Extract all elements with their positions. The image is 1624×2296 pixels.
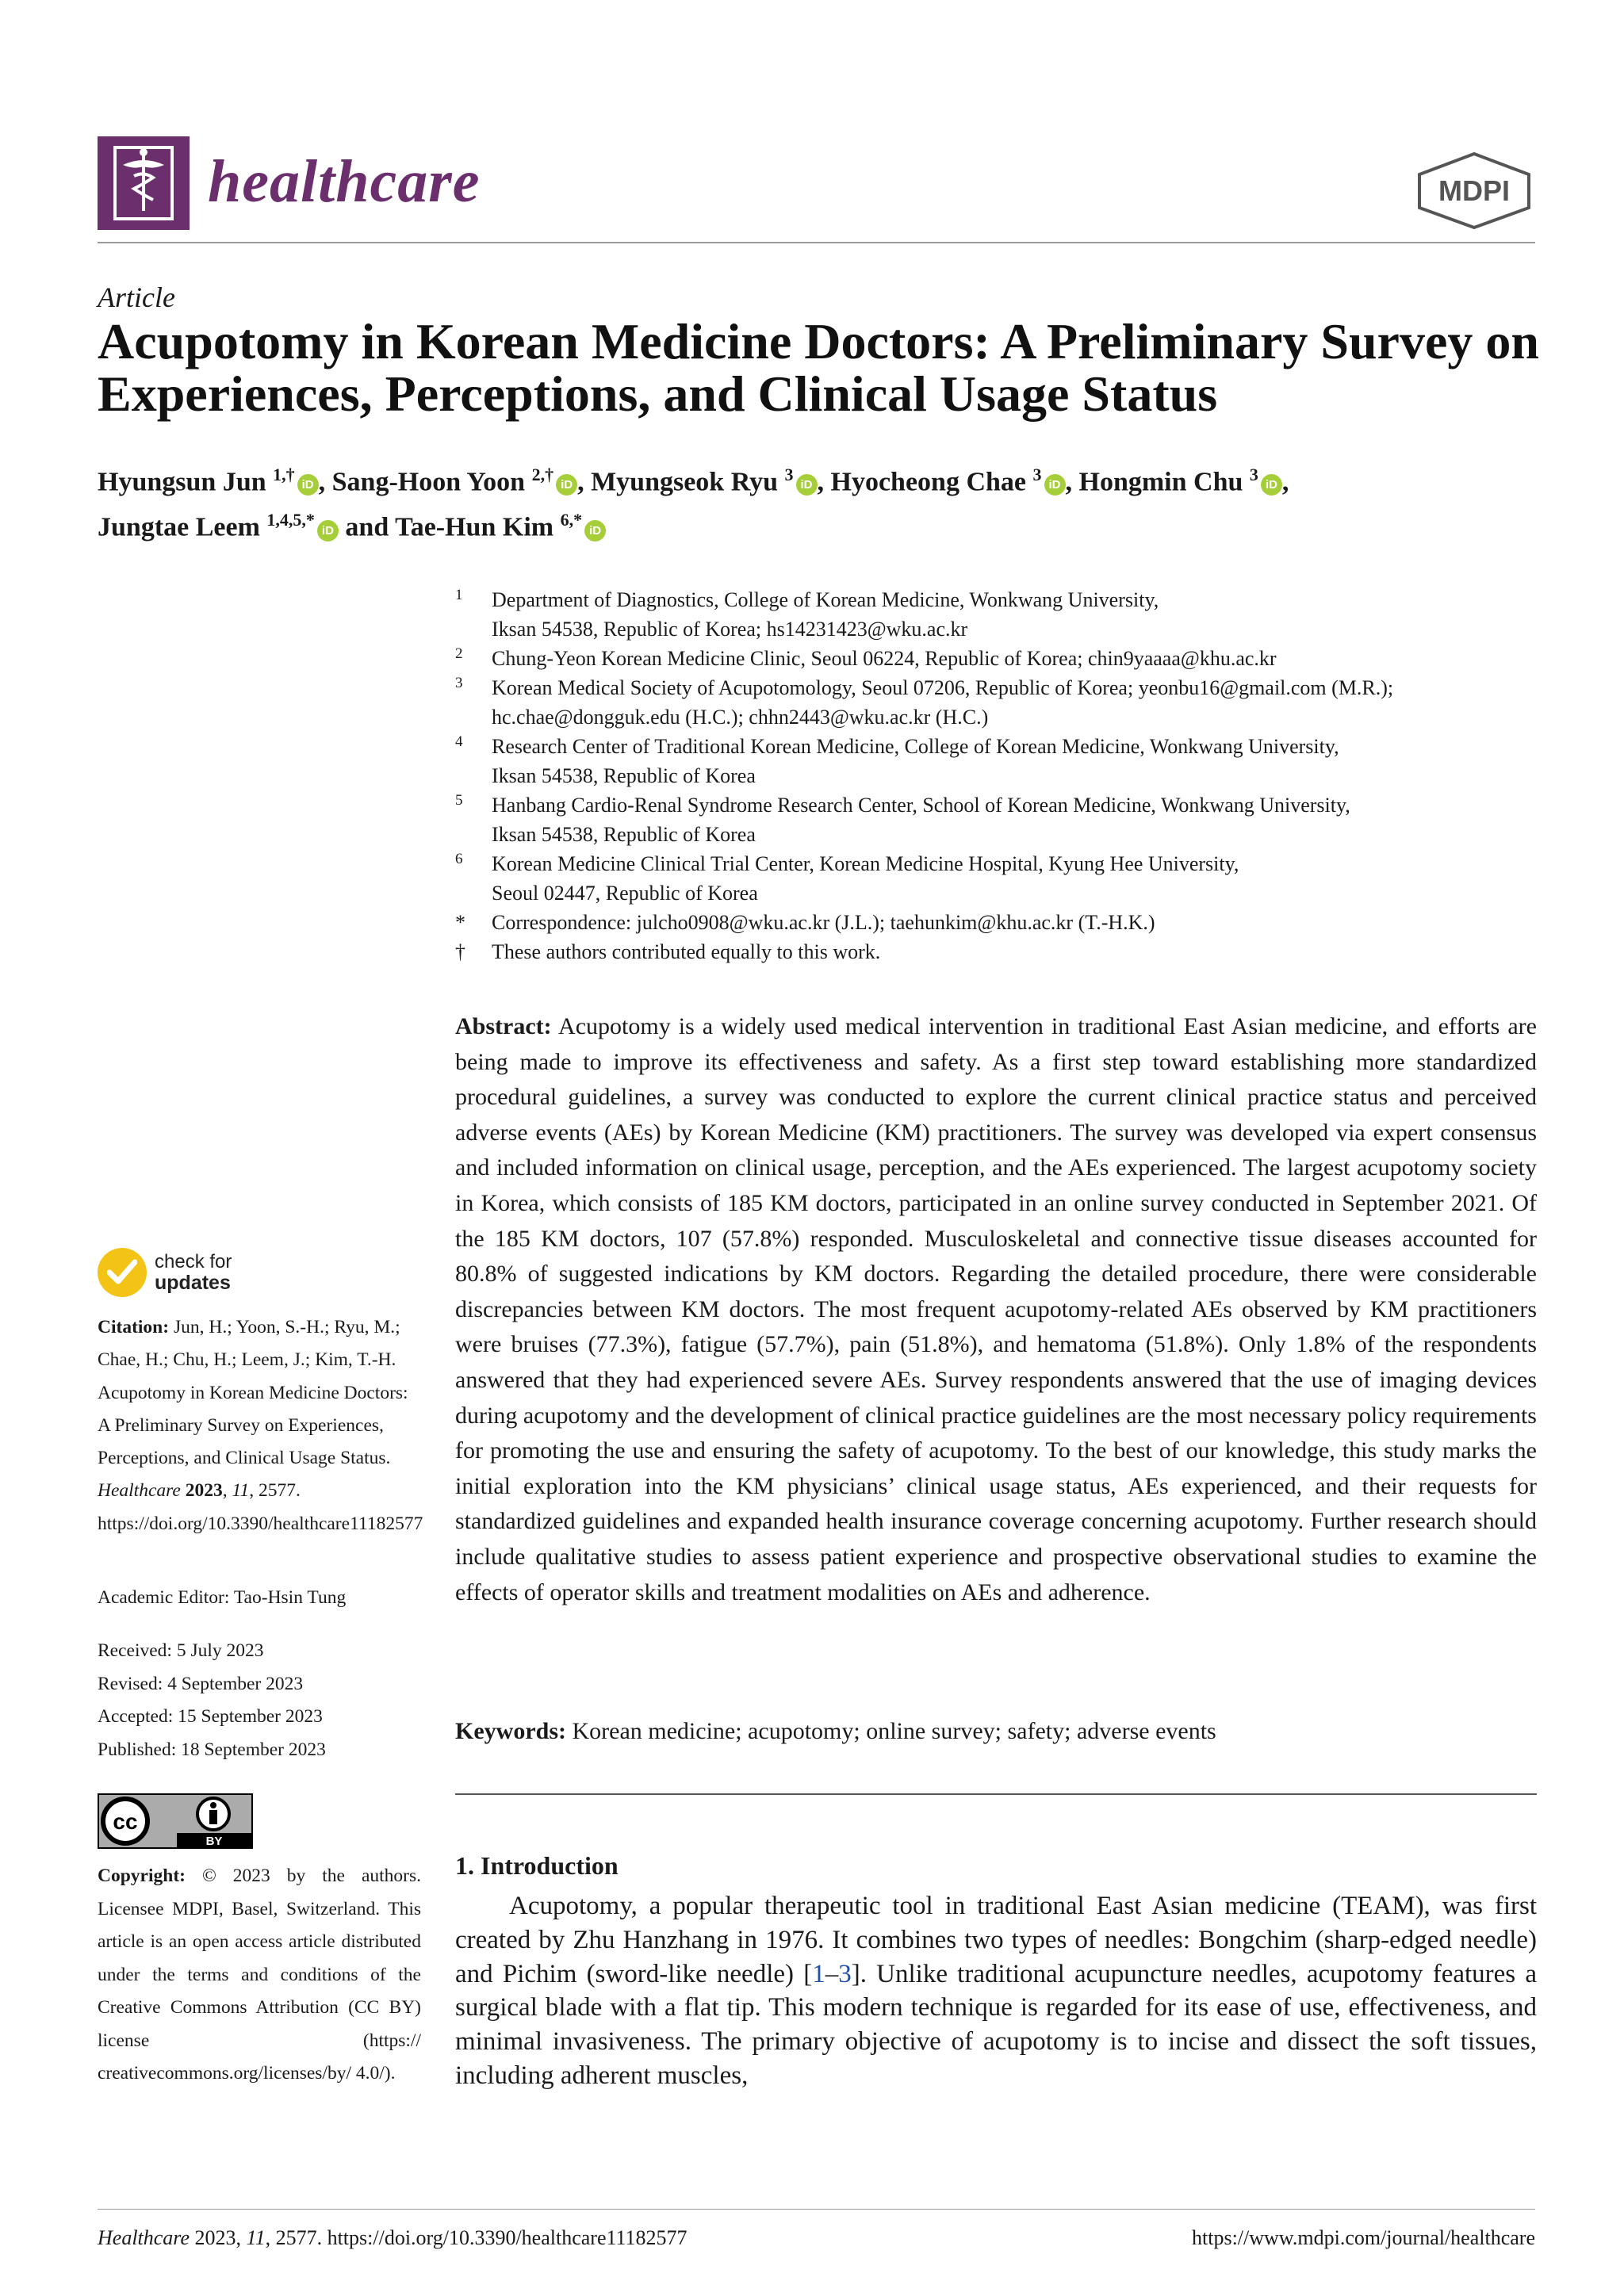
footer-doi[interactable]: , 2577. https://doi.org/10.3390/healthcare11182577 xyxy=(265,2226,688,2249)
affiliation-marker: * xyxy=(455,911,465,934)
affiliation-item xyxy=(455,790,1549,849)
header-divider xyxy=(98,242,1535,243)
affiliation-text: Research Center of Traditional Korean Medicine, College of Korean Medicine, Wonkwang University, xyxy=(492,735,1339,758)
citation-link-1[interactable]: 1 xyxy=(812,1959,825,1988)
abstract-text: Acupotomy is a widely used medical intervention in traditional East Asian medicine, and efforts are being made to improve its effectiveness and safety. As a first step toward establishing more standardized procedural guidelines, a survey was conducted to explore the current clinical practice status and perceived adverse events (AEs) by Korean Medicine (KM) practitioners. The survey was developed via expert consensus and included information on clinical usage, perception, and the AEs experienced. The largest acupotomy society in Korea, which consists of 185 KM doctors, participated in an online survey conducted in September 2021. Of the 185 KM doctors, 107 (57.8%) responded. Musculoskeletal and connective tissue diseases accounted for 80.8% of suggested indications by KM doctors. Regarding the detailed procedure, there were considerable discrepancies between KM doctors. The most frequent acupotomy-related AEs observed by KM practitioners were bruises (77.3%), fatigue (57.7%), pain (51.8%), and hematoma (51.8%). Only 1.8% of the respondents answered that they had experienced severe AEs. Survey respondents answered that the use of imaging devices during acupotomy and the development of clinical practice guidelines are the most necessary policy requirements for promoting the use and ensuring the safety of acupotomy. To the best of our knowledge, this study marks the initial exploration into the KM physicians’ clinical usage status, AEs experienced, and their requests for standardized guidelines and expanded health insurance coverage concerning acupotomy. Further research should include qualitative studies to assess patient experience and prospective observational studies to examine the effects of operator skills and treatment modalities on AEs and adherence. xyxy=(455,1013,1537,1605)
affiliation-text-line2: Seoul 02447, Republic of Korea xyxy=(492,882,758,905)
dates-block xyxy=(98,1635,431,1766)
author-list xyxy=(98,456,1541,547)
affiliation-marker: 5 xyxy=(455,792,463,809)
citation-volume: 11 xyxy=(232,1480,250,1502)
affiliation-marker: 6 xyxy=(455,851,463,867)
author-name[interactable]: Jungtae Leem xyxy=(98,512,260,542)
orcid-icon[interactable]: iD xyxy=(317,520,339,541)
author-name[interactable]: Hyungsun Jun xyxy=(98,467,266,497)
section-heading: 1. Introduction xyxy=(455,1851,619,1880)
intro-text-part: Acupotomy, a popular therapeutic tool in traditional East Asian medicine (TEAM), was first created by Zhu Hanzhang in 1976. It combines two types of needles: Bongchim (sharp-edged needle) and Pichim (sword-like needle) [ xyxy=(455,1892,1537,1988)
author-name[interactable]: Sang-Hoon Yoon xyxy=(331,467,526,497)
affiliation-text: These authors contributed equally to this work. xyxy=(492,940,881,963)
author-separator: , xyxy=(1281,467,1289,497)
author-separator: , xyxy=(817,467,831,497)
affiliation-item xyxy=(455,673,1549,732)
author-name[interactable]: Hongmin Chu xyxy=(1078,467,1243,497)
date-item: Accepted: 15 September 2023 xyxy=(98,1706,323,1727)
author-affiliation-marker: 1,† xyxy=(273,465,295,484)
keywords-label: Keywords: xyxy=(455,1718,566,1744)
footer-citation: Healthcare 2023, 11, 2577. https://doi.org/10.3390/healthcare11182577 xyxy=(98,2226,688,2249)
journal-name: healthcare xyxy=(208,148,481,215)
affiliations xyxy=(455,585,1549,966)
copyright-block xyxy=(98,1860,421,2091)
affiliation-marker: 3 xyxy=(455,675,463,691)
affiliation-item xyxy=(455,585,1549,644)
author-affiliation-marker: 3 xyxy=(784,465,794,484)
affiliation-marker: † xyxy=(455,940,465,963)
citation-link-3[interactable]: 3 xyxy=(838,1959,852,1988)
footer-volume: 11 xyxy=(246,2226,266,2249)
section-divider xyxy=(455,1793,1537,1795)
citation-journal: Healthcare xyxy=(98,1480,181,1502)
affiliation-item xyxy=(455,908,1549,937)
orcid-icon[interactable]: iD xyxy=(556,474,577,496)
mdpi-logo[interactable] xyxy=(1413,151,1535,230)
author-name[interactable]: Tae-Hun Kim xyxy=(395,512,554,542)
academic-editor: Academic Editor: Tao-Hsin Tung xyxy=(98,1587,347,1608)
orcid-icon[interactable]: iD xyxy=(297,474,319,496)
author-name[interactable]: Myungseok Ryu xyxy=(591,467,778,497)
date-item: Published: 18 September 2023 xyxy=(98,1739,326,1760)
author-separator: , xyxy=(318,467,332,497)
affiliation-text: Korean Medicine Clinical Trial Center, Korean Medicine Hospital, Kyung Hee University, xyxy=(492,852,1239,875)
svg-text:BY: BY xyxy=(205,1835,223,1848)
cc-by-license-icon[interactable] xyxy=(98,1793,253,1849)
copyright-text: © 2023 by the authors. Licensee MDPI, Basel, Switzerland. This article is an open access article distributed under the terms and conditions of the Creative Commons Attribution (CC BY) license (https:// creativecommons.org/licenses/by/ 4.0/). xyxy=(98,1866,422,2084)
citation-doi[interactable]: , 2577. https://doi.org/10.3390/healthcare11182577 xyxy=(98,1480,423,1534)
author-affiliation-marker: 3 xyxy=(1032,465,1042,484)
citation-year: 2023 xyxy=(185,1480,223,1502)
affiliation-item xyxy=(455,937,1549,966)
affiliation-text: Chung-Yeon Korean Medicine Clinic, Seoul 06224, Republic of Korea; chin9yaaaa@khu.ac.kr xyxy=(492,647,1277,670)
affiliation-text-line2: Iksan 54538, Republic of Korea xyxy=(492,823,756,846)
affiliation-text-line2: Iksan 54538, Republic of Korea; hs14231423@wku.ac.kr xyxy=(492,618,968,641)
footer-divider xyxy=(98,2209,1535,2210)
affiliation-text-line2: hc.chae@dongguk.edu (H.C.); chhn2443@wku.ac.kr (H.C.) xyxy=(492,706,989,729)
abstract xyxy=(455,1009,1537,1610)
date-item: Received: 5 July 2023 xyxy=(98,1640,264,1661)
affiliation-text: Department of Diagnostics, College of Korean Medicine, Wonkwang University, xyxy=(492,588,1159,611)
copyright-label: Copyright: xyxy=(98,1866,186,1886)
author-affiliation-marker: 3 xyxy=(1249,465,1258,484)
orcid-icon[interactable]: iD xyxy=(584,520,606,541)
author-name[interactable]: Hyocheong Chae xyxy=(830,467,1026,497)
keywords-text: Korean medicine; acupotomy; online survey; safety; adverse events xyxy=(572,1718,1216,1744)
affiliation-item xyxy=(455,849,1549,908)
author-affiliation-marker: 6,* xyxy=(560,510,583,530)
checkmark-icon xyxy=(98,1248,147,1297)
affiliation-text: Hanbang Cardio-Renal Syndrome Research Center, School of Korean Medicine, Wonkwang University, xyxy=(492,794,1350,817)
date-item: Revised: 4 September 2023 xyxy=(98,1673,304,1694)
check-for-updates-button[interactable] xyxy=(98,1248,359,1303)
journal-logo-icon xyxy=(98,136,190,230)
affiliation-text: Correspondence: julcho0908@wku.ac.kr (J.L.); taehunkim@khu.ac.kr (T.-H.K.) xyxy=(492,911,1155,934)
author-affiliation-marker: 2,† xyxy=(531,465,554,484)
author-separator: and xyxy=(338,512,396,542)
affiliation-text: Korean Medical Society of Acupotomology, Seoul 07206, Republic of Korea; yeonbu16@gmail.com (M.R.); xyxy=(492,676,1394,699)
affiliation-marker: 1 xyxy=(455,587,463,603)
article-title: Acupotomy in Korean Medicine Doctors: A Preliminary Survey on Experiences, Perceptions, and Clinical Usage Status xyxy=(98,313,1539,422)
abstract-label: Abstract: xyxy=(455,1013,552,1039)
footer-journal: Healthcare xyxy=(98,2226,190,2249)
author-separator: , xyxy=(1065,467,1079,497)
footer-journal-url[interactable]: https://www.mdpi.com/journal/healthcare xyxy=(1192,2226,1535,2249)
citation-block: Citation: Jun, H.; Yoon, S.-H.; Ryu, M.; Chae, H.; Chu, H.; Leem, J.; Kim, T.-H. Acupotomy in Korean Medicine Doctors: A Preliminary Survey on Experiences, Perceptions, and Clinical Usage Status. Healthcare 2023, 11, 2577. https://doi.org/10.3390/healthcare11182577 xyxy=(98,1317,423,1534)
affiliation-item xyxy=(455,644,1549,673)
orcid-icon[interactable]: iD xyxy=(796,474,818,496)
citation-text: Jun, H.; Yoon, S.-H.; Ryu, M.; Chae, H.; Chu, H.; Leem, J.; Kim, T.-H. Acupotomy in Korean Medicine Doctors: A Preliminary Survey on Experiences, Perceptions, and Clinical Usage Status. xyxy=(98,1317,408,1469)
article-type: Article xyxy=(98,281,175,313)
intro-text-part: ]. Unlike traditional acupuncture needles, acupotomy features a surgical blade with a flat tip. This modern technique is regarded for its ease of use, effectiveness, and minimal invasiveness. The primary objective of acupotomy is to incise and dissect the soft tissues, including adherent muscles, xyxy=(455,1959,1537,2090)
author-affiliation-marker: 1,4,5,* xyxy=(266,510,315,530)
intro-paragraph xyxy=(455,1889,1537,2093)
author-separator: , xyxy=(577,467,592,497)
updates-label: updates xyxy=(155,1272,231,1294)
svg-text:cc: cc xyxy=(113,1809,138,1834)
affiliation-item xyxy=(455,732,1549,790)
citation-dash: – xyxy=(825,1959,839,1988)
affiliation-marker: 2 xyxy=(455,645,463,662)
footer-year: 2023 xyxy=(194,2226,236,2249)
orcid-icon[interactable]: iD xyxy=(1044,474,1066,496)
keywords xyxy=(455,1714,1537,1749)
publisher-name: MDPI xyxy=(1438,174,1510,207)
orcid-icon[interactable]: iD xyxy=(1261,474,1282,496)
affiliation-marker: 4 xyxy=(455,733,463,750)
check-label: check for xyxy=(155,1251,232,1272)
affiliation-text-line2: Iksan 54538, Republic of Korea xyxy=(492,764,756,787)
citation-label: Citation: xyxy=(98,1317,170,1337)
